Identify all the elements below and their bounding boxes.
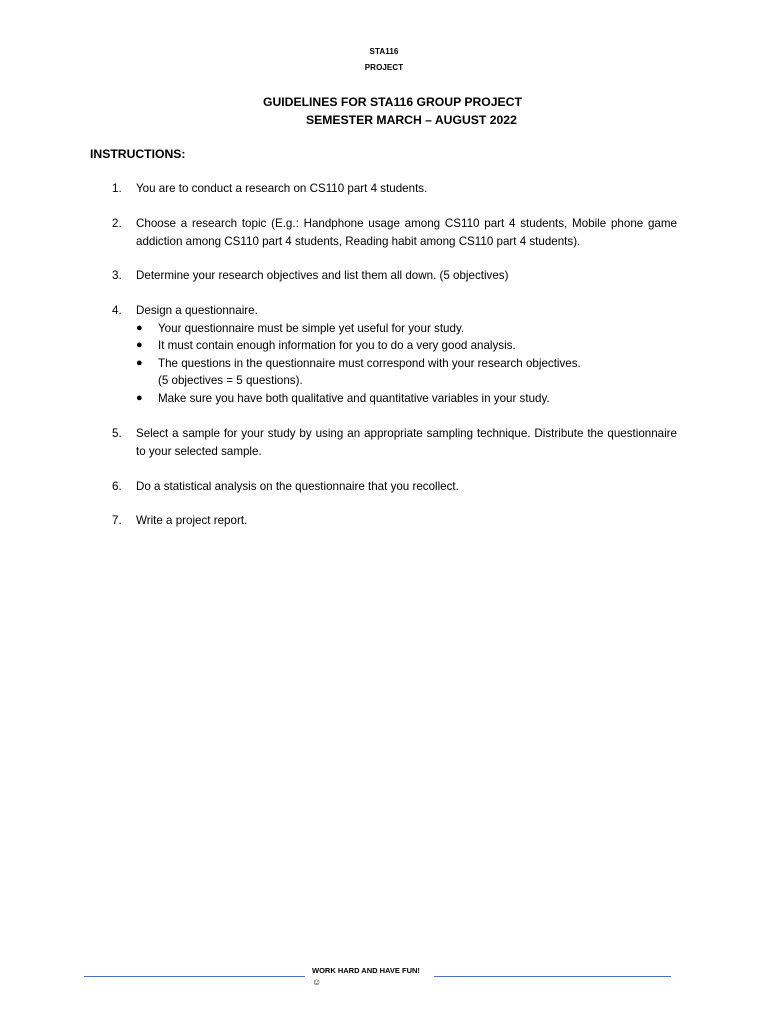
instructions-heading: INSTRUCTIONS: xyxy=(90,147,186,161)
instruction-item xyxy=(112,180,677,198)
page-subtitle: SEMESTER MARCH – AUGUST 2022 xyxy=(306,113,517,127)
item-text: You are to conduct a research on CS110 part 4 students. xyxy=(136,182,428,195)
bullet-list xyxy=(136,320,677,408)
document-type: PROJECT xyxy=(364,63,404,72)
bullet-icon: ● xyxy=(136,321,143,334)
item-text: Do a statistical analysis on the questionnaire that you recollect. xyxy=(136,480,459,493)
item-text: Select a sample for your study by using an appropriate sampling technique. Distribute the questionnaire to your selected sample. xyxy=(136,427,677,458)
item-text: Write a project report. xyxy=(136,514,248,527)
bullet-icon: ● xyxy=(136,391,143,404)
item-number: 6. xyxy=(112,480,122,493)
footer-rule-right xyxy=(434,976,671,977)
course-code: STA116 xyxy=(369,47,399,56)
footer-rule-left xyxy=(84,976,305,977)
bullet-icon: ● xyxy=(136,339,143,351)
instruction-item xyxy=(112,215,677,250)
item-text: Determine your research objectives and list them all down. (5 objectives) xyxy=(136,269,509,282)
instruction-item xyxy=(112,512,677,530)
item-number: 2. xyxy=(112,217,122,230)
instruction-item xyxy=(112,425,677,460)
bullet-text: It must contain enough information for you to do a very good analysis. xyxy=(158,339,516,352)
page-title: GUIDELINES FOR STA116 GROUP PROJECT xyxy=(263,95,522,109)
instruction-item xyxy=(112,478,677,496)
item-body xyxy=(136,302,677,407)
bullet-item xyxy=(136,320,677,338)
smiley-icon: ☺ xyxy=(312,977,322,987)
bullet-icon: ● xyxy=(136,356,143,369)
item-number: 7. xyxy=(112,514,122,527)
bullet-item xyxy=(136,390,677,408)
item-number: 5. xyxy=(112,427,122,440)
bullet-subtext: (5 objectives = 5 questions). xyxy=(158,374,303,387)
bullet-item xyxy=(136,337,677,355)
bullet-text: Your questionnaire must be simple yet useful for your study. xyxy=(158,321,465,335)
item-text: Design a questionnaire. xyxy=(136,304,258,317)
item-number: 1. xyxy=(112,182,122,195)
footer-text: WORK HARD AND HAVE FUN! xyxy=(312,966,420,975)
item-number: 3. xyxy=(112,269,122,282)
bullet-text: Make sure you have both qualitative and quantitative variables in your study. xyxy=(158,391,550,405)
instruction-item xyxy=(112,302,677,407)
instruction-item xyxy=(112,267,677,285)
item-number: 4. xyxy=(112,304,122,317)
bullet-item xyxy=(136,355,677,390)
item-text: Choose a research topic (E.g.: Handphone usage among CS110 part 4 students, Mobile phone game addiction among CS110 part 4 students, Reading habit among CS110 part 4 students). xyxy=(136,217,677,248)
bullet-text: The questions in the questionnaire must correspond with your research objectives. xyxy=(158,356,581,370)
